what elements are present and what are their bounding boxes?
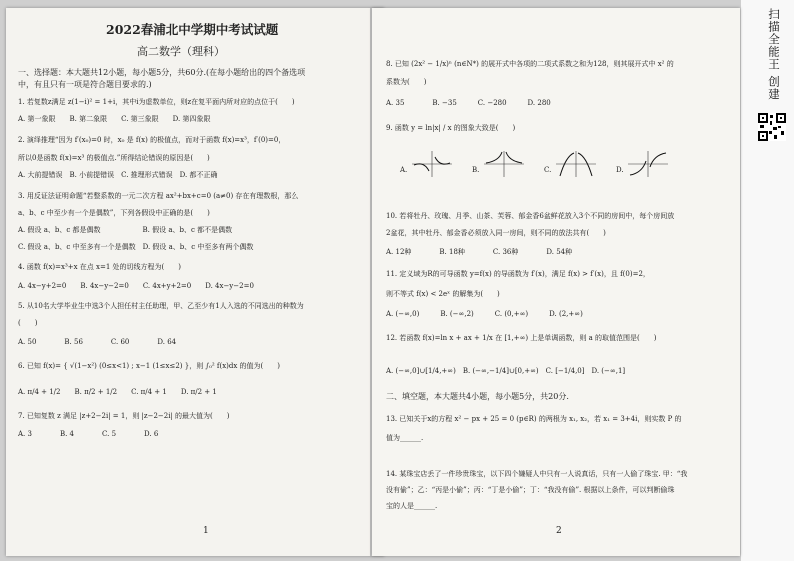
question-line: 则不等式 f(x) < 2eˣ 的解集为( ) bbox=[386, 290, 500, 298]
question-line: 所以0是函数 f(x)=x³ 的极值点.”所得结论错误的原因是( ) bbox=[18, 154, 210, 162]
question-line: 14. 某珠宝店丢了一件珍贵珠宝，以下四个嫌疑人中只有一人说真话，只有一人偷了珠宝. 甲：“我 bbox=[386, 470, 688, 478]
question-line: a、b、c 中至少有一个是偶数”，下列各假设中正确的是( ) bbox=[18, 209, 210, 217]
graph-option-b bbox=[484, 151, 524, 177]
graph-option-label: D. bbox=[616, 166, 624, 174]
exam-page-2 bbox=[372, 8, 740, 556]
graph-option-label: B. bbox=[472, 166, 480, 174]
qr-code-icon bbox=[758, 113, 786, 141]
question-line: 8. 已知 (2x² − 1/x)ⁿ (n∈N*) 的展开式中各项的二项式系数之和为128，则其展开式中 x² 的 bbox=[386, 60, 674, 68]
question-options: A. 12种 B. 18种 C. 36种 D. 54种 bbox=[386, 248, 573, 256]
scanner-watermark: 扫描全能王 创建 bbox=[767, 8, 781, 101]
question-line: 5. 从10名大学毕业生中选3个人担任村主任助理，甲、乙至少有1人入选的不同选出的种数为 bbox=[18, 302, 304, 310]
question-line: 系数为( ) bbox=[386, 78, 427, 86]
graph-option-label: A. bbox=[400, 166, 408, 174]
question-line: 13. 已知关于x的方程 x² − px + 25 = 0 (p∈R) 的两根为 x₁, x₂，若 x₁ = 3+4i，则实数 P 的 bbox=[386, 415, 682, 423]
question-options: C. 假设 a、b、c 中至多有一个是偶数 D. 假设 a、b、c 中至多有两个偶数 bbox=[18, 243, 254, 251]
graph-option-a bbox=[412, 151, 452, 177]
question-line: 4. 函数 f(x)=x³+x 在点 x=1 处的切线方程为( ) bbox=[18, 263, 181, 271]
question-line: 6. 已知 f(x)= { √(1−x²) (0≤x<1) ; x−1 (1≤x≤2) }，则 ∫₀² f(x)dx 的值为( ) bbox=[18, 362, 281, 370]
question-line: 12. 若函数 f(x)=ln x + ax + 1/x 在 [1,+∞) 上是单调函数，则 a 的取值范围是( ) bbox=[386, 334, 657, 342]
question-options: A. 35 B. −35 C. −280 D. 280 bbox=[386, 99, 551, 107]
question-line: 2盆花，其中牡丹、郁金香必须放入同一房间，则不同的放法共有( ) bbox=[386, 229, 606, 237]
page-number: 2 bbox=[556, 526, 562, 536]
section-heading: 一、选择题：本大题共12小题，每小题5分，共60分.(在每小题给出的四个备选项 bbox=[18, 68, 306, 77]
question-line: 没有偷”；乙：“丙是小偷”；丙：“丁是小偷”；丁：“我没有偷”. 根据以上条件，可以判断偷珠 bbox=[386, 486, 675, 494]
question-line: 11. 定义域为R的可导函数 y=f(x) 的导函数为 f′(x)，满足 f(x) > f′(x)，且 f(0)=2， bbox=[386, 270, 650, 278]
question-options: A. (−∞,0) B. (−∞,2) C. (0,+∞) D. (2,+∞) bbox=[386, 310, 583, 318]
section-heading-cont: 中，有且只有一项是符合题目要求的.) bbox=[18, 80, 152, 89]
graph-option-d bbox=[628, 151, 668, 177]
exam-title: 2022春浦北中学期中考试试题 bbox=[106, 22, 279, 37]
exam-page-1 bbox=[6, 8, 384, 556]
question-line: ( ) bbox=[18, 319, 38, 327]
question-line: 1. 若复数z满足 z(1−i)² = 1+i，其中i为虚数单位，则z在复平面内所对应的点位于( ) bbox=[18, 98, 295, 106]
question-options: A. 第一象限 B. 第二象限 C. 第三象限 D. 第四象限 bbox=[18, 115, 211, 123]
question-line: 值为______. bbox=[386, 434, 424, 442]
question-options: A. (−∞,0]∪[1/4,+∞) B. (−∞,−1/4]∪[0,+∞) C. [−1/4,0] D. (−∞,1] bbox=[386, 367, 626, 375]
question-options: A. 4x−y+2=0 B. 4x−y−2=0 C. 4x+y+2=0 D. 4x−y−2=0 bbox=[18, 282, 254, 290]
question-options: A. 3 B. 4 C. 5 D. 6 bbox=[18, 430, 159, 438]
question-line: 9. 函数 y = ln|x| / x 的图象大致是( ) bbox=[386, 124, 516, 132]
question-options: A. 大前提错误 B. 小前提错误 C. 推理形式错误 D. 都不正确 bbox=[18, 171, 218, 179]
question-options: A. π/4 + 1/2 B. π/2 + 1/2 C. π/4 + 1 D. π/2 + 1 bbox=[18, 388, 217, 396]
graph-option-label: C. bbox=[544, 166, 552, 174]
question-line: 10. 若将牡丹、玫瑰、月季、山茶、芙蓉、郁金香6盆鲜花放入3个不同的房间中，每个房间放 bbox=[386, 212, 675, 220]
section-heading: 二、填空题，本大题共4小题，每小题5分，共20分. bbox=[386, 392, 569, 401]
question-line: 2. 演绎推理“因为 f′(x₀)=0 时，x₀ 是 f(x) 的极值点，而对于函数 f(x)=x³，f′(0)=0， bbox=[18, 136, 286, 144]
graph-option-c bbox=[556, 151, 596, 177]
page-number: 1 bbox=[203, 526, 209, 536]
question-line: 宝的人是______. bbox=[386, 502, 438, 510]
exam-subtitle: 高二数学（理科） bbox=[137, 45, 225, 58]
question-line: 7. 已知复数 z 满足 |z+2−2i| = 1，则 |z−2−2i| 的最大值为( ) bbox=[18, 412, 230, 420]
question-line: 3. 用反证法证明命题“若整系数的一元二次方程 ax²+bx+c=0 (a≠0) 存在有理数根，那么 bbox=[18, 192, 299, 200]
question-options: A. 50 B. 56 C. 60 D. 64 bbox=[18, 338, 177, 346]
question-options: A. 假设 a、b、c 都是偶数 B. 假设 a、b、c 都不是偶数 bbox=[18, 226, 233, 234]
